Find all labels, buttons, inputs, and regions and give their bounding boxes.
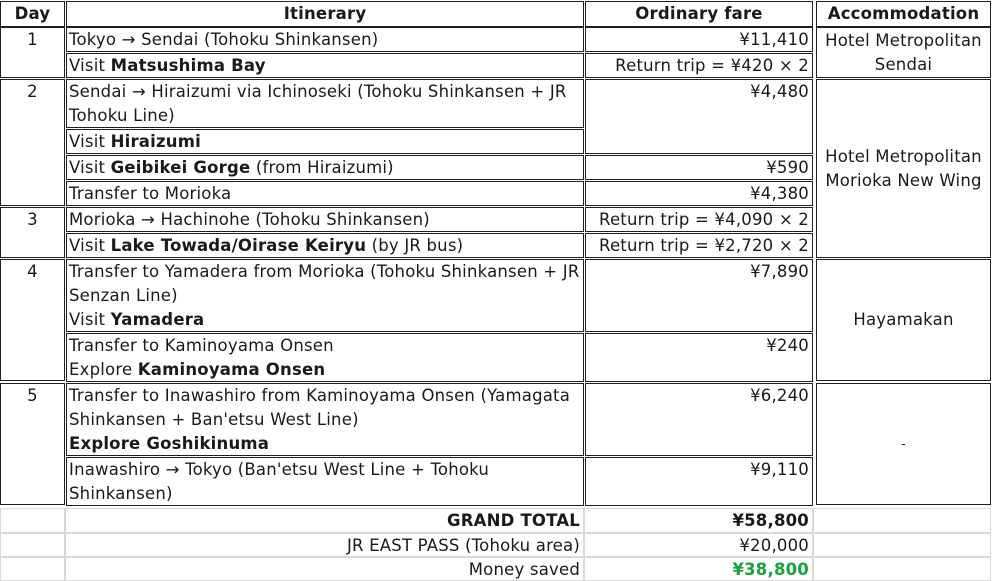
fare-cell: Return trip = ¥4,090 × 2 — [585, 207, 813, 232]
itinerary-cell: Morioka → Hachinohe (Tohoku Shinkansen) — [66, 207, 584, 232]
day-cell: 1 — [0, 27, 65, 78]
day-cell: 5 — [0, 383, 65, 505]
fare-cell: ¥11,410 — [585, 27, 813, 52]
itinerary-cell: Visit Hiraizumi — [66, 129, 584, 154]
accommodation-cell: Hotel Metropolitan Sendai — [816, 27, 991, 78]
itinerary-cell: Tokyo → Sendai (Tohoku Shinkansen) — [66, 27, 584, 52]
fare-cell: ¥7,890 — [585, 259, 813, 332]
itinerary-cell: Transfer to Inawashiro from Kaminoyama Onsen (Yamagata Shinkansen + Ban'etsu West Line) Explore Goshikinuma — [66, 383, 584, 456]
fare-cell: ¥590 — [585, 155, 813, 180]
pass-value: ¥20,000 — [584, 533, 813, 557]
summary-blank-cell — [0, 557, 65, 581]
summary-blank-cell — [813, 533, 991, 557]
accommodation-cell: - — [816, 383, 991, 505]
fare-cell: ¥4,380 — [585, 181, 813, 206]
itinerary-cell: Visit Lake Towada/Oirase Keiryu (by JR bus) — [66, 233, 584, 258]
day-cell: 2 — [0, 79, 65, 206]
header-day: Day — [0, 1, 65, 27]
accommodation-cell: Hayamakan — [816, 259, 991, 381]
fare-cell: Return trip = ¥420 × 2 — [585, 53, 813, 78]
grand-total-value: ¥58,800 — [584, 508, 813, 533]
header-fare: Ordinary fare — [585, 1, 813, 27]
header-accommodation: Accommodation — [816, 1, 991, 27]
pass-label: JR EAST PASS (Tohoku area) — [65, 533, 584, 557]
summary-blank-cell — [813, 557, 991, 581]
grand-total-label: GRAND TOTAL — [65, 508, 584, 533]
fare-cell: ¥240 — [585, 333, 813, 382]
day-cell: 4 — [0, 259, 65, 381]
summary-blank-cell — [813, 508, 991, 533]
day-cell: 3 — [0, 207, 65, 258]
itinerary-cell: Transfer to Morioka — [66, 181, 584, 206]
fare-cell: ¥4,480 — [585, 79, 813, 154]
itinerary-cell: Transfer to Kaminoyama Onsen Explore Kaminoyama Onsen — [66, 333, 584, 382]
money-saved-value: ¥38,800 — [584, 557, 813, 581]
itinerary-cell: Inawashiro → Tokyo (Ban'etsu West Line + Tohoku Shinkansen) — [66, 457, 584, 506]
summary-blank-cell — [0, 508, 65, 533]
itinerary-cell: Visit Matsushima Bay — [66, 53, 584, 78]
itinerary-cell: Visit Geibikei Gorge (from Hiraizumi) — [66, 155, 584, 180]
itinerary-cell: Transfer to Yamadera from Morioka (Tohoku Shinkansen + JR Senzan Line) Visit Yamadera — [66, 259, 584, 332]
summary-blank-cell — [0, 533, 65, 557]
fare-cell: Return trip = ¥2,720 × 2 — [585, 233, 813, 258]
itinerary-cell: Sendai → Hiraizumi via Ichinoseki (Tohoku Shinkansen + JR Tohoku Line) — [66, 79, 584, 128]
fare-cell: ¥9,110 — [585, 457, 813, 506]
fare-cell: ¥6,240 — [585, 383, 813, 456]
header-itinerary: Itinerary — [66, 1, 584, 27]
accommodation-cell: Hotel Metropolitan Morioka New Wing — [816, 79, 991, 258]
money-saved-label: Money saved — [65, 557, 584, 581]
